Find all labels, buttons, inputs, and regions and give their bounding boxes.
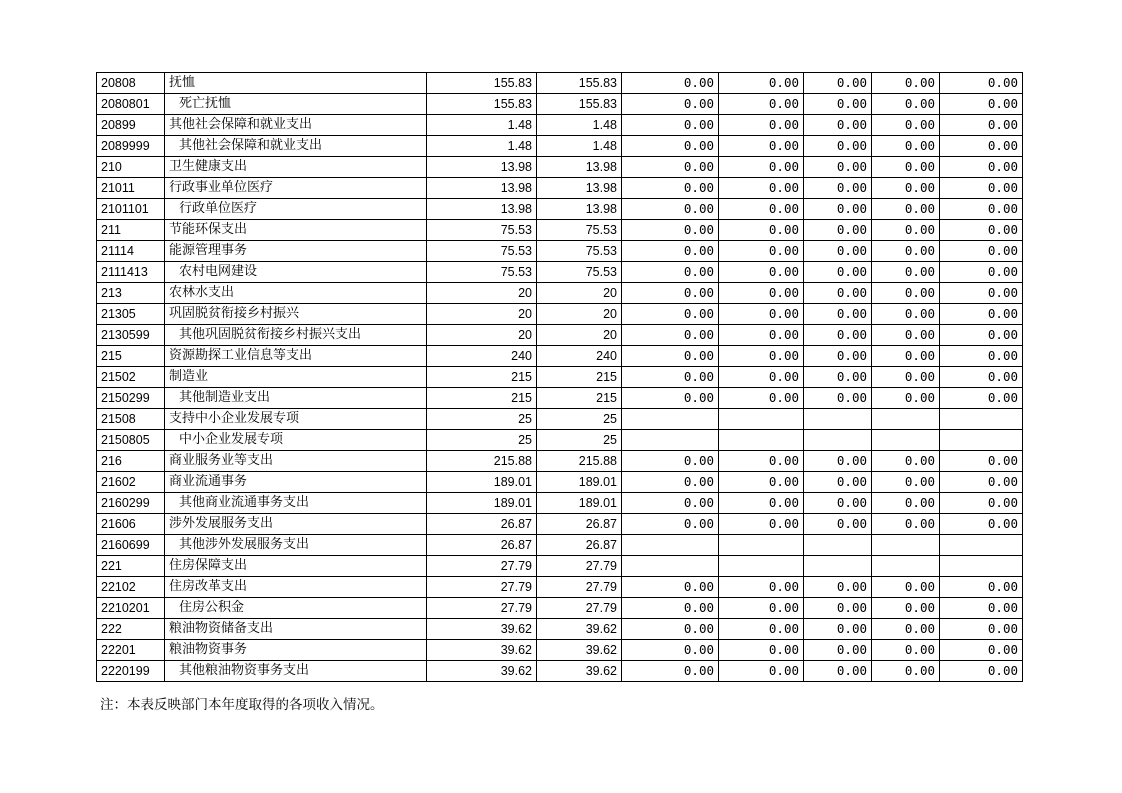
other-income-cell: 0.00 xyxy=(872,220,940,241)
other-income-cell xyxy=(719,430,804,451)
table-row xyxy=(97,472,1023,493)
table-row xyxy=(97,367,1023,388)
table-row xyxy=(97,535,1023,556)
fiscal-amount-cell: 26.87 xyxy=(537,535,622,556)
subject-code-cell: 213 xyxy=(97,283,165,304)
other-income-cell: 0.00 xyxy=(622,577,719,598)
other-income-cell: 0.00 xyxy=(719,220,804,241)
other-income-cell: 0.00 xyxy=(719,598,804,619)
other-income-cell: 0.00 xyxy=(719,283,804,304)
other-income-cell: 0.00 xyxy=(719,136,804,157)
other-income-cell xyxy=(719,409,804,430)
fiscal-amount-cell: 75.53 xyxy=(537,220,622,241)
other-income-cell: 0.00 xyxy=(872,178,940,199)
other-income-cell: 0.00 xyxy=(804,451,872,472)
total-amount-cell: 27.79 xyxy=(427,577,537,598)
other-income-cell: 0.00 xyxy=(940,640,1023,661)
subject-name-cell: 商业服务业等支出 xyxy=(165,451,427,472)
other-income-cell: 0.00 xyxy=(804,598,872,619)
other-income-cell: 0.00 xyxy=(719,661,804,682)
subject-name-cell: 涉外发展服务支出 xyxy=(165,514,427,535)
other-income-cell: 0.00 xyxy=(719,73,804,94)
other-income-cell xyxy=(804,409,872,430)
other-income-cell: 0.00 xyxy=(719,367,804,388)
subject-name-cell: 中小企业发展专项 xyxy=(165,430,427,451)
other-income-cell: 0.00 xyxy=(719,388,804,409)
total-amount-cell: 1.48 xyxy=(427,136,537,157)
fiscal-amount-cell: 189.01 xyxy=(537,472,622,493)
table-row xyxy=(97,409,1023,430)
table-row xyxy=(97,304,1023,325)
other-income-cell: 0.00 xyxy=(940,346,1023,367)
subject-code-cell: 222 xyxy=(97,619,165,640)
other-income-cell: 0.00 xyxy=(940,514,1023,535)
other-income-cell: 0.00 xyxy=(872,640,940,661)
fiscal-amount-cell: 39.62 xyxy=(537,661,622,682)
other-income-cell: 0.00 xyxy=(719,178,804,199)
other-income-cell: 0.00 xyxy=(622,262,719,283)
subject-code-cell: 21508 xyxy=(97,409,165,430)
income-table xyxy=(96,72,1023,682)
other-income-cell: 0.00 xyxy=(804,73,872,94)
table-row xyxy=(97,115,1023,136)
other-income-cell xyxy=(622,430,719,451)
fiscal-amount-cell: 26.87 xyxy=(537,514,622,535)
total-amount-cell: 39.62 xyxy=(427,619,537,640)
fiscal-amount-cell: 155.83 xyxy=(537,73,622,94)
other-income-cell xyxy=(804,535,872,556)
other-income-cell: 0.00 xyxy=(804,388,872,409)
table-row xyxy=(97,325,1023,346)
other-income-cell: 0.00 xyxy=(622,388,719,409)
other-income-cell: 0.00 xyxy=(872,598,940,619)
other-income-cell: 0.00 xyxy=(804,178,872,199)
other-income-cell: 0.00 xyxy=(940,493,1023,514)
other-income-cell: 0.00 xyxy=(804,325,872,346)
table-footnote: 注：本表反映部门本年度取得的各项收入情况。 xyxy=(100,697,384,713)
fiscal-amount-cell: 75.53 xyxy=(537,262,622,283)
table-row xyxy=(97,514,1023,535)
table-row xyxy=(97,178,1023,199)
other-income-cell xyxy=(940,409,1023,430)
other-income-cell: 0.00 xyxy=(719,514,804,535)
other-income-cell: 0.00 xyxy=(622,451,719,472)
subject-name-cell: 住房公积金 xyxy=(165,598,427,619)
subject-name-cell: 其他粮油物资事务支出 xyxy=(165,661,427,682)
other-income-cell: 0.00 xyxy=(719,241,804,262)
subject-name-cell: 资源勘探工业信息等支出 xyxy=(165,346,427,367)
total-amount-cell: 20 xyxy=(427,325,537,346)
other-income-cell: 0.00 xyxy=(719,115,804,136)
subject-code-cell: 2160299 xyxy=(97,493,165,514)
other-income-cell: 0.00 xyxy=(804,94,872,115)
other-income-cell: 0.00 xyxy=(719,325,804,346)
other-income-cell: 0.00 xyxy=(719,451,804,472)
subject-name-cell: 卫生健康支出 xyxy=(165,157,427,178)
fiscal-amount-cell: 27.79 xyxy=(537,556,622,577)
total-amount-cell: 25 xyxy=(427,430,537,451)
table-row xyxy=(97,262,1023,283)
subject-name-cell: 其他制造业支出 xyxy=(165,388,427,409)
total-amount-cell: 155.83 xyxy=(427,73,537,94)
other-income-cell: 0.00 xyxy=(622,619,719,640)
total-amount-cell: 13.98 xyxy=(427,157,537,178)
subject-code-cell: 2089999 xyxy=(97,136,165,157)
other-income-cell: 0.00 xyxy=(804,157,872,178)
other-income-cell: 0.00 xyxy=(872,199,940,220)
other-income-cell xyxy=(622,556,719,577)
other-income-cell xyxy=(940,556,1023,577)
subject-name-cell: 节能环保支出 xyxy=(165,220,427,241)
other-income-cell: 0.00 xyxy=(872,661,940,682)
other-income-cell: 0.00 xyxy=(719,640,804,661)
total-amount-cell: 155.83 xyxy=(427,94,537,115)
other-income-cell: 0.00 xyxy=(940,598,1023,619)
other-income-cell: 0.00 xyxy=(622,661,719,682)
fiscal-amount-cell: 20 xyxy=(537,325,622,346)
other-income-cell: 0.00 xyxy=(719,577,804,598)
other-income-cell xyxy=(940,430,1023,451)
table-row xyxy=(97,451,1023,472)
subject-name-cell: 粮油物资储备支出 xyxy=(165,619,427,640)
other-income-cell: 0.00 xyxy=(872,472,940,493)
subject-name-cell: 其他商业流通事务支出 xyxy=(165,493,427,514)
subject-code-cell: 2080801 xyxy=(97,94,165,115)
other-income-cell xyxy=(622,535,719,556)
fiscal-amount-cell: 1.48 xyxy=(537,136,622,157)
other-income-cell: 0.00 xyxy=(622,325,719,346)
other-income-cell: 0.00 xyxy=(872,619,940,640)
other-income-cell: 0.00 xyxy=(940,262,1023,283)
other-income-cell: 0.00 xyxy=(872,157,940,178)
other-income-cell: 0.00 xyxy=(872,115,940,136)
other-income-cell: 0.00 xyxy=(940,388,1023,409)
table-row xyxy=(97,283,1023,304)
other-income-cell: 0.00 xyxy=(940,304,1023,325)
other-income-cell: 0.00 xyxy=(622,598,719,619)
subject-code-cell: 20808 xyxy=(97,73,165,94)
other-income-cell: 0.00 xyxy=(872,388,940,409)
table-row xyxy=(97,556,1023,577)
subject-code-cell: 216 xyxy=(97,451,165,472)
subject-code-cell: 211 xyxy=(97,220,165,241)
other-income-cell: 0.00 xyxy=(622,241,719,262)
other-income-cell xyxy=(719,535,804,556)
other-income-cell: 0.00 xyxy=(872,451,940,472)
other-income-cell: 0.00 xyxy=(622,472,719,493)
subject-code-cell: 21011 xyxy=(97,178,165,199)
other-income-cell: 0.00 xyxy=(872,493,940,514)
total-amount-cell: 27.79 xyxy=(427,598,537,619)
other-income-cell xyxy=(719,556,804,577)
other-income-cell xyxy=(872,556,940,577)
other-income-cell: 0.00 xyxy=(872,367,940,388)
other-income-cell: 0.00 xyxy=(940,325,1023,346)
other-income-cell: 0.00 xyxy=(622,199,719,220)
other-income-cell: 0.00 xyxy=(940,661,1023,682)
table-row xyxy=(97,388,1023,409)
subject-code-cell: 21606 xyxy=(97,514,165,535)
subject-name-cell: 住房保障支出 xyxy=(165,556,427,577)
fiscal-amount-cell: 240 xyxy=(537,346,622,367)
other-income-cell: 0.00 xyxy=(940,136,1023,157)
other-income-cell: 0.00 xyxy=(622,346,719,367)
total-amount-cell: 13.98 xyxy=(427,178,537,199)
other-income-cell xyxy=(872,535,940,556)
subject-name-cell: 能源管理事务 xyxy=(165,241,427,262)
subject-code-cell: 215 xyxy=(97,346,165,367)
total-amount-cell: 215 xyxy=(427,388,537,409)
subject-name-cell: 抚恤 xyxy=(165,73,427,94)
other-income-cell: 0.00 xyxy=(622,220,719,241)
fiscal-amount-cell: 20 xyxy=(537,283,622,304)
fiscal-amount-cell: 1.48 xyxy=(537,115,622,136)
other-income-cell: 0.00 xyxy=(804,199,872,220)
other-income-cell xyxy=(804,556,872,577)
subject-name-cell: 制造业 xyxy=(165,367,427,388)
other-income-cell: 0.00 xyxy=(622,136,719,157)
subject-name-cell: 农村电网建设 xyxy=(165,262,427,283)
total-amount-cell: 1.48 xyxy=(427,115,537,136)
table-row xyxy=(97,346,1023,367)
other-income-cell: 0.00 xyxy=(719,472,804,493)
other-income-cell: 0.00 xyxy=(622,304,719,325)
other-income-cell: 0.00 xyxy=(804,346,872,367)
other-income-cell: 0.00 xyxy=(940,157,1023,178)
subject-code-cell: 2130599 xyxy=(97,325,165,346)
other-income-cell: 0.00 xyxy=(872,136,940,157)
fiscal-amount-cell: 13.98 xyxy=(537,157,622,178)
subject-code-cell: 2150299 xyxy=(97,388,165,409)
total-amount-cell: 189.01 xyxy=(427,493,537,514)
other-income-cell xyxy=(872,409,940,430)
other-income-cell: 0.00 xyxy=(940,199,1023,220)
table-row xyxy=(97,241,1023,262)
subject-name-cell: 粮油物资事务 xyxy=(165,640,427,661)
other-income-cell xyxy=(622,409,719,430)
other-income-cell: 0.00 xyxy=(622,367,719,388)
other-income-cell: 0.00 xyxy=(940,241,1023,262)
other-income-cell: 0.00 xyxy=(719,346,804,367)
table-row xyxy=(97,199,1023,220)
subject-code-cell: 22201 xyxy=(97,640,165,661)
other-income-cell: 0.00 xyxy=(622,178,719,199)
subject-code-cell: 21114 xyxy=(97,241,165,262)
other-income-cell: 0.00 xyxy=(622,493,719,514)
other-income-cell: 0.00 xyxy=(872,346,940,367)
fiscal-amount-cell: 13.98 xyxy=(537,178,622,199)
total-amount-cell: 75.53 xyxy=(427,241,537,262)
table-row xyxy=(97,493,1023,514)
subject-name-cell: 商业流通事务 xyxy=(165,472,427,493)
other-income-cell: 0.00 xyxy=(804,661,872,682)
other-income-cell: 0.00 xyxy=(872,283,940,304)
total-amount-cell: 240 xyxy=(427,346,537,367)
other-income-cell: 0.00 xyxy=(940,94,1023,115)
other-income-cell: 0.00 xyxy=(804,493,872,514)
table-row xyxy=(97,598,1023,619)
other-income-cell: 0.00 xyxy=(940,220,1023,241)
other-income-cell: 0.00 xyxy=(940,577,1023,598)
subject-code-cell: 20899 xyxy=(97,115,165,136)
other-income-cell: 0.00 xyxy=(940,451,1023,472)
table-body xyxy=(97,73,1023,682)
fiscal-amount-cell: 215 xyxy=(537,367,622,388)
other-income-cell: 0.00 xyxy=(719,157,804,178)
table-row xyxy=(97,220,1023,241)
total-amount-cell: 20 xyxy=(427,304,537,325)
fiscal-amount-cell: 20 xyxy=(537,304,622,325)
fiscal-amount-cell: 39.62 xyxy=(537,640,622,661)
other-income-cell: 0.00 xyxy=(804,136,872,157)
other-income-cell: 0.00 xyxy=(804,514,872,535)
subject-name-cell: 其他社会保障和就业支出 xyxy=(165,136,427,157)
subject-name-cell: 其他涉外发展服务支出 xyxy=(165,535,427,556)
other-income-cell: 0.00 xyxy=(622,73,719,94)
total-amount-cell: 215.88 xyxy=(427,451,537,472)
other-income-cell: 0.00 xyxy=(804,640,872,661)
other-income-cell: 0.00 xyxy=(872,73,940,94)
subject-name-cell: 行政事业单位医疗 xyxy=(165,178,427,199)
other-income-cell: 0.00 xyxy=(804,241,872,262)
subject-name-cell: 其他巩固脱贫衔接乡村振兴支出 xyxy=(165,325,427,346)
fiscal-amount-cell: 189.01 xyxy=(537,493,622,514)
subject-code-cell: 2220199 xyxy=(97,661,165,682)
table-row xyxy=(97,430,1023,451)
other-income-cell: 0.00 xyxy=(804,220,872,241)
other-income-cell: 0.00 xyxy=(719,199,804,220)
total-amount-cell: 39.62 xyxy=(427,661,537,682)
total-amount-cell: 189.01 xyxy=(427,472,537,493)
table-row xyxy=(97,94,1023,115)
total-amount-cell: 26.87 xyxy=(427,514,537,535)
subject-code-cell: 2111413 xyxy=(97,262,165,283)
subject-code-cell: 21305 xyxy=(97,304,165,325)
other-income-cell: 0.00 xyxy=(872,325,940,346)
total-amount-cell: 215 xyxy=(427,367,537,388)
total-amount-cell: 20 xyxy=(427,283,537,304)
total-amount-cell: 75.53 xyxy=(427,220,537,241)
other-income-cell: 0.00 xyxy=(940,115,1023,136)
other-income-cell: 0.00 xyxy=(872,94,940,115)
other-income-cell: 0.00 xyxy=(804,367,872,388)
subject-name-cell: 其他社会保障和就业支出 xyxy=(165,115,427,136)
other-income-cell: 0.00 xyxy=(804,577,872,598)
total-amount-cell: 39.62 xyxy=(427,640,537,661)
other-income-cell: 0.00 xyxy=(622,640,719,661)
other-income-cell: 0.00 xyxy=(872,304,940,325)
table-row xyxy=(97,619,1023,640)
table-row xyxy=(97,136,1023,157)
subject-name-cell: 行政单位医疗 xyxy=(165,199,427,220)
other-income-cell: 0.00 xyxy=(622,157,719,178)
other-income-cell: 0.00 xyxy=(804,304,872,325)
table-row xyxy=(97,577,1023,598)
subject-name-cell: 农林水支出 xyxy=(165,283,427,304)
total-amount-cell: 27.79 xyxy=(427,556,537,577)
other-income-cell: 0.00 xyxy=(804,115,872,136)
fiscal-amount-cell: 13.98 xyxy=(537,199,622,220)
subject-code-cell: 2101101 xyxy=(97,199,165,220)
other-income-cell: 0.00 xyxy=(804,472,872,493)
fiscal-amount-cell: 75.53 xyxy=(537,241,622,262)
other-income-cell: 0.00 xyxy=(622,115,719,136)
subject-code-cell: 21602 xyxy=(97,472,165,493)
fiscal-amount-cell: 25 xyxy=(537,430,622,451)
other-income-cell: 0.00 xyxy=(719,493,804,514)
other-income-cell xyxy=(940,535,1023,556)
subject-code-cell: 2150805 xyxy=(97,430,165,451)
other-income-cell: 0.00 xyxy=(622,283,719,304)
subject-name-cell: 支持中小企业发展专项 xyxy=(165,409,427,430)
table-row xyxy=(97,640,1023,661)
subject-code-cell: 2210201 xyxy=(97,598,165,619)
table-row xyxy=(97,157,1023,178)
other-income-cell: 0.00 xyxy=(622,514,719,535)
other-income-cell: 0.00 xyxy=(804,619,872,640)
total-amount-cell: 25 xyxy=(427,409,537,430)
fiscal-amount-cell: 27.79 xyxy=(537,577,622,598)
fiscal-amount-cell: 215.88 xyxy=(537,451,622,472)
subject-code-cell: 210 xyxy=(97,157,165,178)
other-income-cell: 0.00 xyxy=(872,262,940,283)
subject-name-cell: 死亡抚恤 xyxy=(165,94,427,115)
other-income-cell: 0.00 xyxy=(940,472,1023,493)
other-income-cell: 0.00 xyxy=(719,94,804,115)
other-income-cell: 0.00 xyxy=(940,619,1023,640)
other-income-cell: 0.00 xyxy=(719,262,804,283)
fiscal-amount-cell: 25 xyxy=(537,409,622,430)
subject-code-cell: 22102 xyxy=(97,577,165,598)
fiscal-amount-cell: 27.79 xyxy=(537,598,622,619)
fiscal-amount-cell: 155.83 xyxy=(537,94,622,115)
total-amount-cell: 26.87 xyxy=(427,535,537,556)
other-income-cell xyxy=(804,430,872,451)
total-amount-cell: 75.53 xyxy=(427,262,537,283)
other-income-cell: 0.00 xyxy=(940,178,1023,199)
total-amount-cell: 13.98 xyxy=(427,199,537,220)
fiscal-amount-cell: 215 xyxy=(537,388,622,409)
other-income-cell: 0.00 xyxy=(719,619,804,640)
other-income-cell: 0.00 xyxy=(872,514,940,535)
other-income-cell: 0.00 xyxy=(872,241,940,262)
fiscal-amount-cell: 39.62 xyxy=(537,619,622,640)
table-row xyxy=(97,661,1023,682)
other-income-cell: 0.00 xyxy=(804,283,872,304)
subject-code-cell: 21502 xyxy=(97,367,165,388)
other-income-cell xyxy=(872,430,940,451)
table-row xyxy=(97,73,1023,94)
other-income-cell: 0.00 xyxy=(804,262,872,283)
other-income-cell: 0.00 xyxy=(622,94,719,115)
other-income-cell: 0.00 xyxy=(719,304,804,325)
subject-code-cell: 2160699 xyxy=(97,535,165,556)
subject-code-cell: 221 xyxy=(97,556,165,577)
other-income-cell: 0.00 xyxy=(940,367,1023,388)
subject-name-cell: 巩固脱贫衔接乡村振兴 xyxy=(165,304,427,325)
other-income-cell: 0.00 xyxy=(940,283,1023,304)
other-income-cell: 0.00 xyxy=(872,577,940,598)
subject-name-cell: 住房改革支出 xyxy=(165,577,427,598)
other-income-cell: 0.00 xyxy=(940,73,1023,94)
